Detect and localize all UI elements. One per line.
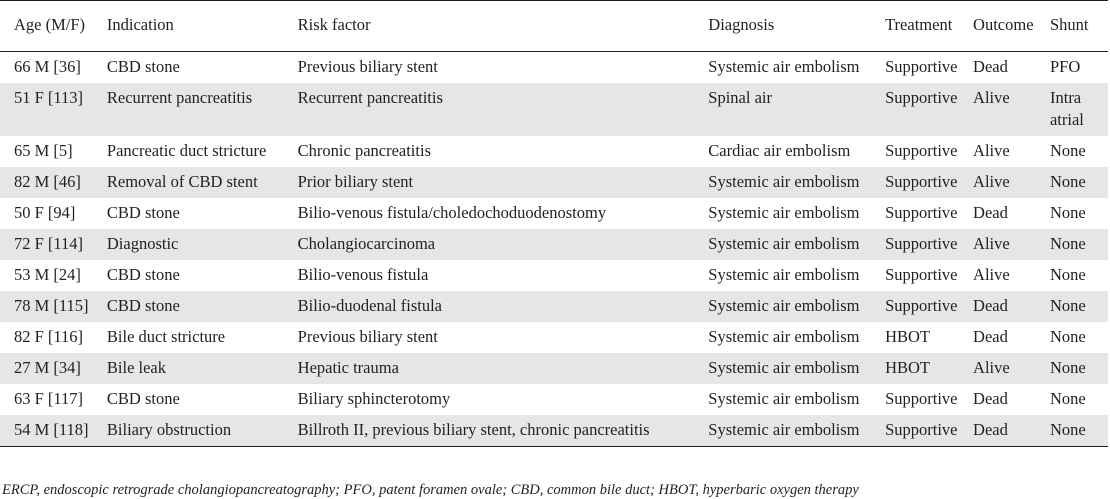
header-diagnosis: Diagnosis xyxy=(708,15,775,34)
table-row xyxy=(0,83,1108,136)
cell-outcome: Alive xyxy=(973,265,1010,284)
cell-diagnosis: Systemic air embolism xyxy=(708,203,860,222)
table-row xyxy=(0,260,1108,291)
cell-diagnosis: Systemic air embolism xyxy=(708,296,860,315)
cell-indication: CBD stone xyxy=(106,265,180,284)
cell-outcome: Alive xyxy=(973,141,1010,160)
cell-diagnosis: Systemic air embolism xyxy=(708,327,860,346)
cell-outcome: Alive xyxy=(973,358,1010,377)
cell-indication: CBD stone xyxy=(106,57,180,76)
cell-diagnosis: Systemic air embolism xyxy=(708,389,860,408)
cell-risk-factor: Recurrent pancreatitis xyxy=(297,88,443,107)
cell-diagnosis: Systemic air embolism xyxy=(708,265,860,284)
cell-shunt: None xyxy=(1049,234,1086,253)
header-row xyxy=(0,1,1108,52)
cell-diagnosis: Systemic air embolism xyxy=(708,172,860,191)
cell-outcome: Dead xyxy=(973,57,1008,76)
cell-age: 78 M [115] xyxy=(14,296,89,315)
cell-age: 63 F [117] xyxy=(14,389,84,408)
cell-risk-factor: Hepatic trauma xyxy=(297,358,399,377)
cell-shunt: None xyxy=(1049,327,1086,346)
cell-age: 82 M [46] xyxy=(14,172,81,191)
cell-outcome: Dead xyxy=(973,296,1008,315)
cell-outcome: Alive xyxy=(973,88,1010,107)
cell-outcome: Dead xyxy=(973,203,1008,222)
cell-treatment: Supportive xyxy=(885,265,958,284)
cell-risk-factor: Prior biliary stent xyxy=(297,172,414,191)
header-shunt: Shunt xyxy=(1049,15,1089,34)
cell-treatment: Supportive xyxy=(885,88,958,107)
cell-indication: Recurrent pancreatitis xyxy=(106,88,253,107)
cell-diagnosis: Spinal air xyxy=(708,88,772,107)
cell-outcome: Dead xyxy=(973,389,1008,408)
cell-diagnosis: Systemic air embolism xyxy=(708,420,860,439)
cell-outcome: Alive xyxy=(973,234,1010,253)
cell-treatment: Supportive xyxy=(885,234,958,253)
cell-indication: Biliary obstruction xyxy=(106,420,232,439)
cell-outcome: Alive xyxy=(973,172,1010,191)
table-row xyxy=(0,353,1108,384)
cell-shunt: None xyxy=(1049,420,1086,439)
cell-treatment: Supportive xyxy=(885,141,958,160)
table-row xyxy=(0,229,1108,260)
table-footnote: ERCP, endoscopic retrograde cholangiopancreatography; PFO, patent foramen ovale; CBD, common bile duct; HBOT, hyperbaric oxygen therapy xyxy=(2,482,859,498)
cell-diagnosis: Systemic air embolism xyxy=(708,57,860,76)
cell-indication: CBD stone xyxy=(106,296,180,315)
cell-risk-factor: Previous biliary stent xyxy=(297,327,438,346)
cell-age: 53 M [24] xyxy=(14,265,81,284)
cell-diagnosis: Systemic air embolism xyxy=(708,234,860,253)
table-body xyxy=(0,52,1108,447)
cell-risk-factor: Biliary sphincterotomy xyxy=(297,389,451,408)
cell-shunt: Intra atrial xyxy=(1049,88,1084,129)
cell-shunt: None xyxy=(1049,141,1086,160)
table-row xyxy=(0,291,1108,322)
cell-indication: Diagnostic xyxy=(106,234,179,253)
cell-risk-factor: Bilio-duodenal fistula xyxy=(297,296,443,315)
table-row xyxy=(0,198,1108,229)
cell-treatment: Supportive xyxy=(885,172,958,191)
cell-age: 54 M [118] xyxy=(14,420,89,439)
cell-treatment: HBOT xyxy=(885,358,930,377)
cell-indication: Bile leak xyxy=(106,358,166,377)
cell-risk-factor: Bilio-venous fistula/choledochoduodenostomy xyxy=(297,203,607,222)
cell-shunt: PFO xyxy=(1049,57,1081,76)
cell-risk-factor: Chronic pancreatitis xyxy=(297,141,431,160)
cell-treatment: Supportive xyxy=(885,420,958,439)
cell-age: 66 M [36] xyxy=(14,57,81,76)
cell-age: 72 F [114] xyxy=(14,234,84,253)
cell-age: 27 M [34] xyxy=(14,358,81,377)
cell-treatment: Supportive xyxy=(885,57,958,76)
table-row xyxy=(0,384,1108,415)
header-indication: Indication xyxy=(106,15,174,34)
cell-indication: CBD stone xyxy=(106,203,180,222)
table-row xyxy=(0,167,1108,198)
cell-risk-factor: Bilio-venous fistula xyxy=(297,265,429,284)
cell-shunt: None xyxy=(1049,265,1086,284)
cell-indication: CBD stone xyxy=(106,389,180,408)
cell-shunt: None xyxy=(1049,358,1086,377)
cell-shunt: None xyxy=(1049,389,1086,408)
table-row xyxy=(0,415,1108,447)
header-outcome: Outcome xyxy=(973,15,1034,34)
cell-shunt: None xyxy=(1049,296,1086,315)
cell-indication: Pancreatic duct stricture xyxy=(106,141,267,160)
cell-shunt: None xyxy=(1049,172,1086,191)
table-header xyxy=(0,1,1108,52)
cell-age: 65 M [5] xyxy=(14,141,73,160)
cell-age: 50 F [94] xyxy=(14,203,76,222)
cell-treatment: HBOT xyxy=(885,327,930,346)
table-row xyxy=(0,136,1108,167)
cell-outcome: Dead xyxy=(973,327,1008,346)
cell-age: 51 F [113] xyxy=(14,88,84,107)
cell-age: 82 F [116] xyxy=(14,327,84,346)
header-age: Age (M/F) xyxy=(14,15,86,34)
cell-risk-factor: Previous biliary stent xyxy=(297,57,438,76)
cell-diagnosis: Systemic air embolism xyxy=(708,358,860,377)
cell-indication: Removal of CBD stent xyxy=(106,172,258,191)
cell-treatment: Supportive xyxy=(885,296,958,315)
cell-diagnosis: Cardiac air embolism xyxy=(708,141,851,160)
cell-risk-factor: Cholangiocarcinoma xyxy=(297,234,436,253)
cell-treatment: Supportive xyxy=(885,203,958,222)
cell-outcome: Dead xyxy=(973,420,1008,439)
header-treatment: Treatment xyxy=(885,15,953,34)
cell-shunt: None xyxy=(1049,203,1086,222)
cell-treatment: Supportive xyxy=(885,389,958,408)
cell-risk-factor: Billroth II, previous biliary stent, chronic pancreatitis xyxy=(297,420,650,439)
cell-indication: Bile duct stricture xyxy=(106,327,226,346)
table-row xyxy=(0,322,1108,353)
table-row xyxy=(0,52,1108,84)
header-risk-factor: Risk factor xyxy=(297,15,371,34)
